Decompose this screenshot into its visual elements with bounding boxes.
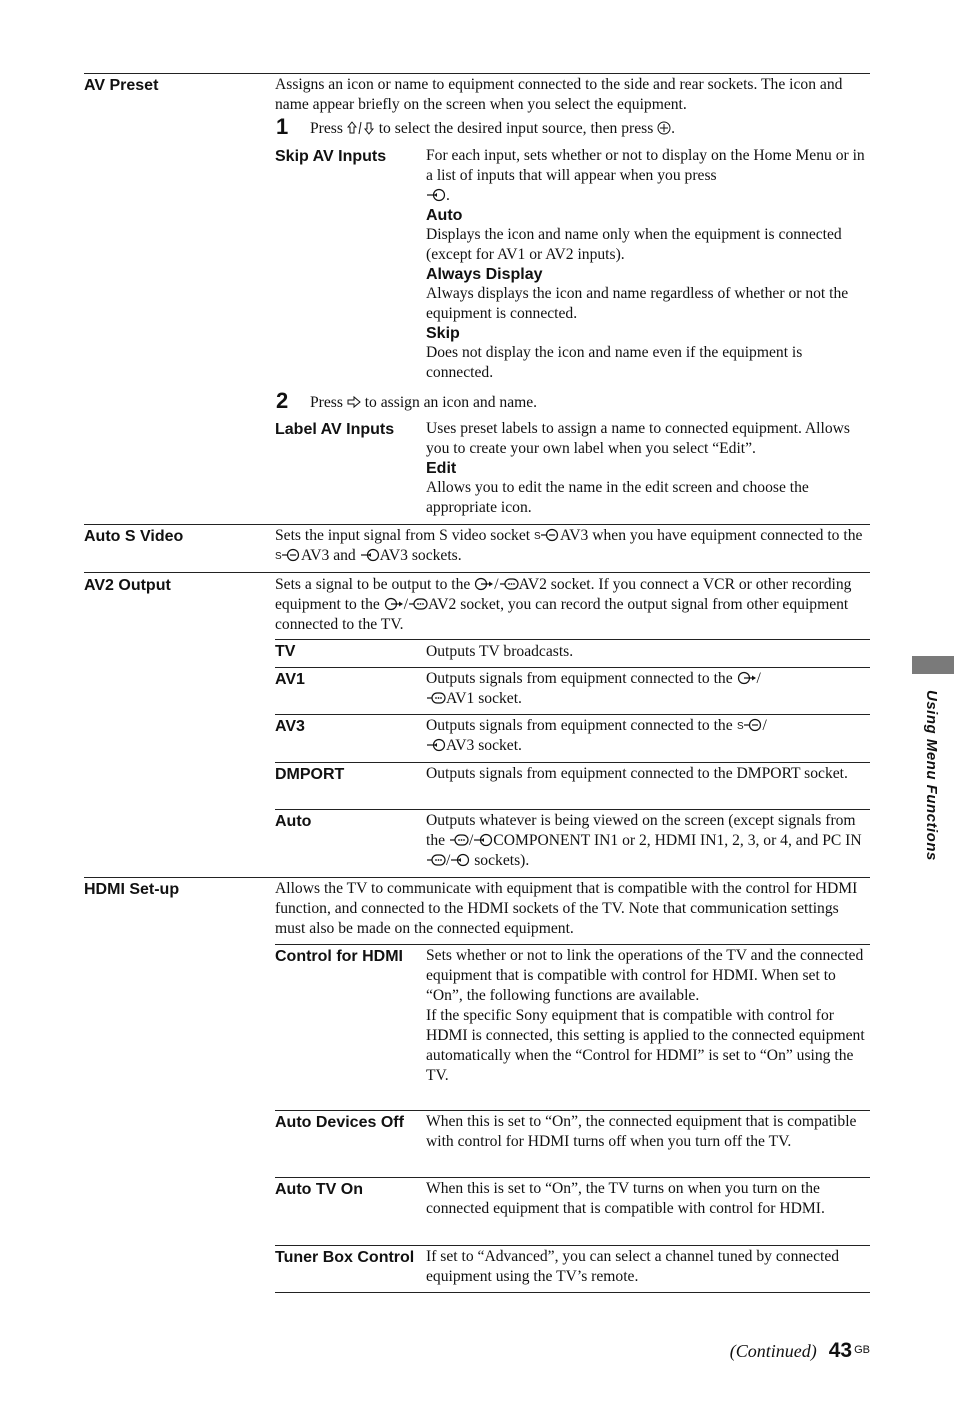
auto-option-label: Auto bbox=[426, 207, 463, 224]
auto-output-option-text: Outputs whatever is being viewed on the screen (except signals from the / COMPONENT IN1 or 2, HDMI IN1, 2, 3, or 4, and PC IN / sockets). bbox=[426, 812, 862, 869]
auto-s-video-label: Auto S Video bbox=[84, 528, 184, 545]
input-icon bbox=[426, 188, 446, 202]
tv-option-label: TV bbox=[275, 643, 296, 660]
av2-output-label: AV2 Output bbox=[84, 577, 171, 594]
auto-output-option-label: Auto bbox=[275, 813, 312, 830]
step-1-number: 1 bbox=[276, 114, 289, 139]
hdmi-setup-intro: Allows the TV to communicate with equipment that is compatible with the control for HDMI function, and connected to the HDMI sockets of the TV. Note that communication settings must also be made on the connected equipment. bbox=[275, 880, 858, 937]
component-icon bbox=[449, 833, 469, 847]
edit-option-text: Allows you to edit the name in the edit screen and choose the appropriate icon. bbox=[426, 479, 809, 516]
s-video-icon bbox=[534, 528, 560, 542]
av-output-icon bbox=[384, 597, 404, 611]
section-divider bbox=[84, 572, 870, 573]
control-for-hdmi-label: Control for HDMI bbox=[275, 948, 403, 965]
row-divider bbox=[275, 639, 870, 640]
auto-s-video-description: Sets the input signal from S video socket AV3 when you have equipment connected to the AV3 and AV3 sockets. bbox=[275, 527, 863, 564]
tuner-box-control-text: If set to “Advanced”, you can select a channel tuned by connected equipment using the TV’s remote. bbox=[426, 1248, 840, 1285]
page-number: 43 bbox=[828, 1339, 853, 1362]
row-divider bbox=[275, 1110, 870, 1111]
input-icon bbox=[450, 853, 470, 867]
side-tab-text: Using Menu Functions bbox=[923, 690, 940, 861]
step-1-text: Press to select the desired input source, then press . bbox=[310, 120, 676, 137]
side-tab-marker bbox=[912, 656, 954, 674]
av-input-icon bbox=[408, 597, 428, 611]
dmport-option-label: DMPORT bbox=[275, 766, 345, 783]
section-divider bbox=[84, 877, 870, 878]
edit-option-label: Edit bbox=[426, 460, 457, 477]
step-2-text: Press to assign an icon and name. bbox=[310, 394, 538, 411]
step-2-number: 2 bbox=[276, 388, 289, 413]
tv-option-text: Outputs TV broadcasts. bbox=[426, 643, 574, 660]
control-for-hdmi-text: Sets whether or not to link the operations of the TV and the connected equipment that is compatible with control for HDMI. When set to “On”, the following functions are available. If the specific Sony equipment that is compatible with control for HDMI is connected, this setting is applied to the connected equipment automatically when the “Control for HDMI” is set to “On” using the TV. bbox=[426, 947, 865, 1084]
section-divider bbox=[84, 73, 870, 74]
row-divider bbox=[275, 667, 870, 668]
up-down-arrow-icon bbox=[347, 121, 375, 135]
auto-option-text: Displays the icon and name only when the equipment is connected (except for AV1 or AV2 inputs). bbox=[426, 226, 842, 263]
label-av-inputs-label: Label AV Inputs bbox=[275, 421, 395, 438]
auto-tv-on-text: When this is set to “On”, the TV turns on when you turn on the connected equipment that is compatible with control for HDMI. bbox=[426, 1180, 825, 1217]
hdmi-setup-label: HDMI Set-up bbox=[84, 881, 180, 898]
av-output-icon bbox=[737, 671, 757, 685]
av-preset-label: AV Preset bbox=[84, 77, 159, 94]
av-output-icon bbox=[474, 577, 494, 591]
dmport-option-text: Outputs signals from equipment connected to the DMPORT socket. bbox=[426, 765, 848, 782]
s-video-icon bbox=[275, 548, 301, 562]
skip-av-inputs-description: For each input, sets whether or not to display on the Home Menu or in a list of inputs that will appear when you press . Auto Displays the icon and name only when the equipment is connected (except for AV1 or AV2 inputs). Always Display Always displays the icon and name regardless of whether or not the equipment is connected. Skip Does not display the icon and name even if the equipment is connected. bbox=[426, 147, 865, 381]
input-icon bbox=[473, 833, 493, 847]
input-icon bbox=[426, 738, 446, 752]
av1-option-label: AV1 bbox=[275, 671, 305, 688]
av-preset-intro: Assigns an icon or name to equipment connected to the side and rear sockets. The icon and name appear briefly on the screen when you select the equipment. bbox=[275, 76, 843, 113]
skip-option-label: Skip bbox=[426, 325, 460, 342]
page-suffix: GB bbox=[854, 1344, 870, 1356]
row-divider bbox=[275, 1245, 870, 1246]
section-divider bbox=[84, 524, 870, 525]
always-display-option-text: Always displays the icon and name regardless of whether or not the equipment is connected. bbox=[426, 285, 849, 322]
row-divider bbox=[275, 714, 870, 715]
always-display-option-label: Always Display bbox=[426, 266, 543, 283]
label-av-inputs-description: Uses preset labels to assign a name to connected equipment. Allows you to create your own label when you select “Edit”. Edit Allows you to edit the name in the edit screen and choose the appropriate icon. bbox=[426, 419, 866, 518]
pc-icon bbox=[426, 853, 446, 867]
row-divider bbox=[275, 1177, 870, 1178]
auto-devices-off-label: Auto Devices Off bbox=[275, 1114, 404, 1131]
footer bbox=[700, 1339, 870, 1363]
row-divider bbox=[275, 809, 870, 810]
ok-circle-icon bbox=[657, 121, 671, 135]
continued-text: (Continued) bbox=[729, 1341, 817, 1361]
av3-option-label: AV3 bbox=[275, 718, 305, 735]
row-divider bbox=[275, 762, 870, 763]
s-video-icon bbox=[737, 718, 763, 732]
skip-option-text: Does not display the icon and name even if the equipment is connected. bbox=[426, 344, 803, 381]
row-divider bbox=[275, 944, 870, 945]
table-bottom-rule bbox=[275, 1292, 870, 1293]
input-icon bbox=[360, 548, 380, 562]
av-input-icon bbox=[426, 691, 446, 705]
auto-devices-off-text: When this is set to “On”, the connected equipment that is compatible with control for HDMI turns off when you turn off the TV. bbox=[426, 1113, 857, 1150]
right-arrow-icon bbox=[347, 395, 361, 409]
auto-tv-on-label: Auto TV On bbox=[275, 1181, 363, 1198]
av-input-icon bbox=[499, 577, 519, 591]
av2-output-description: Sets a signal to be output to the / AV2 socket. If you connect a VCR or other recording equipment to the / AV2 socket, you can record the output signal from other equipment connected to the TV. bbox=[275, 576, 852, 633]
av1-option-text: Outputs signals from equipment connected to the / AV1 socket. bbox=[426, 670, 761, 707]
av3-option-text: Outputs signals from equipment connected to the / AV3 socket. bbox=[426, 717, 767, 754]
skip-av-inputs-label: Skip AV Inputs bbox=[275, 148, 387, 165]
tuner-box-control-label: Tuner Box Control bbox=[275, 1249, 415, 1266]
